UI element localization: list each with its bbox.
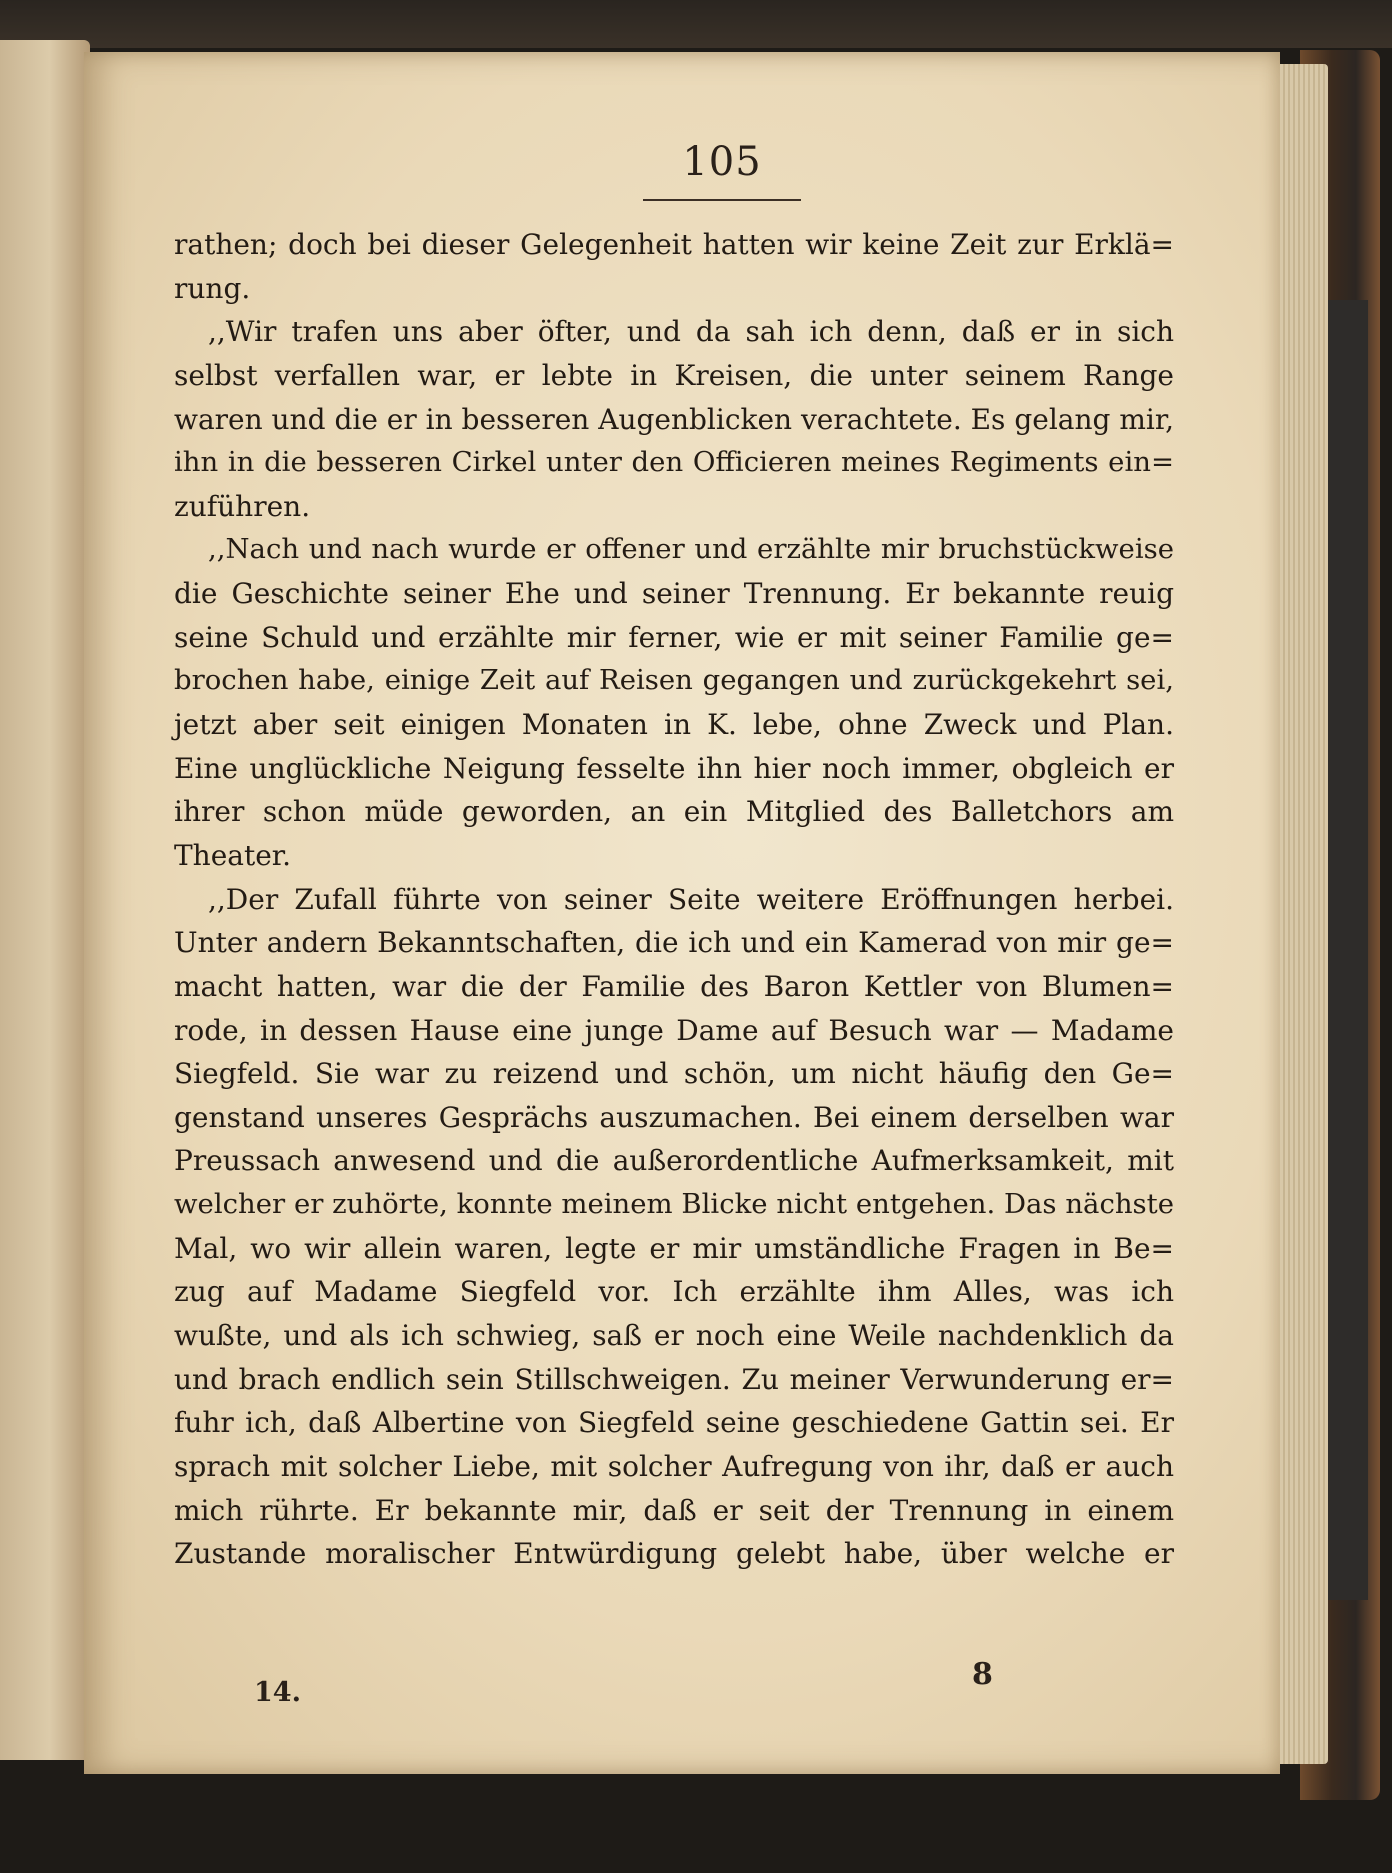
body-text [174, 223, 1174, 1576]
text-line: Mal, wo wir allein waren, legte er mir umständliche Fragen in Be= [174, 1231, 1174, 1265]
book-cover-top [0, 0, 1392, 48]
text-line: wußte, und als ich schwieg, saß er noch eine Weile nachdenklich da [174, 1319, 1174, 1353]
text-line: rode, in dessen Hause eine junge Dame auf Besuch war — Madame [174, 1013, 1174, 1047]
text-line: sprach mit solcher Liebe, mit solcher Aufregung von ihr, daß er auch [174, 1449, 1174, 1483]
text-line: ihn in die besseren Cirkel unter den Officieren meines Regiments ein= [174, 446, 1174, 479]
text-line: Eine unglückliche Neigung fesselte ihn hier noch immer, obgleich er [174, 751, 1174, 785]
text-line: ,,Nach und nach wurde er offener und erzählte mir bruchstückweise [208, 533, 1174, 566]
text-line: Unter andern Bekanntschaften, die ich und ein Kamerad von mir ge= [174, 926, 1174, 960]
header-rule [643, 199, 801, 201]
text-line: macht hatten, war die der Familie des Baron Kettler von Blumen= [174, 969, 1174, 1003]
text-line: die Geschichte seiner Ehe und seiner Trennung. Er bekannte reuig [174, 577, 1174, 611]
text-line: Preussach anwesend und die außerordentliche Aufmerksamkeit, mit [174, 1144, 1174, 1178]
text-line: genstand unseres Gesprächs auszumachen. Bei einem derselben war [174, 1100, 1174, 1134]
text-line: Zustande moralischer Entwürdigung gelebt habe, über welche er [174, 1537, 1174, 1571]
text-line: ,,Der Zufall führte von seiner Seite weitere Eröffnungen herbei. [208, 882, 1174, 916]
text-line: fuhr ich, daß Albertine von Siegfeld seine geschiedene Gattin sei. Er [174, 1406, 1174, 1440]
text-line: ,,Wir trafen uns aber öfter, und da sah ich denn, daß er in sich [208, 315, 1174, 349]
signature-mark-left: 14. [254, 1677, 301, 1708]
text-line: zuführen. [174, 489, 311, 523]
facing-page-edge [0, 40, 90, 1760]
text-line: Siegfeld. Sie war zu reizend und schön, um nicht häufig den Ge= [174, 1057, 1174, 1091]
page-number: 105 [682, 139, 762, 185]
signature-mark-right: 8 [972, 1657, 993, 1692]
text-line: waren und die er in besseren Augenblicken verachtete. Es gelang mir, [174, 402, 1175, 436]
text-line: seine Schuld und erzählte mir ferner, wie er mit seiner Familie ge= [174, 620, 1174, 654]
text-line: zug auf Madame Siegfeld vor. Ich erzählte ihm Alles, was ich [174, 1275, 1174, 1309]
text-line: Theater. [174, 838, 292, 872]
text-line: und brach endlich sein Stillschweigen. Zu meiner Verwunderung er= [174, 1362, 1174, 1396]
text-line: selbst verfallen war, er lebte in Kreisen, die unter seinem Range [174, 358, 1174, 392]
text-line: ihrer schon müde geworden, an ein Mitglied des Balletchors am [174, 795, 1174, 829]
text-line: rung. [174, 271, 251, 305]
text-line: rathen; doch bei dieser Gelegenheit hatten wir keine Zeit zur Erklä= [174, 228, 1174, 261]
book-page [84, 52, 1280, 1774]
text-line: brochen habe, einige Zeit auf Reisen gegangen und zurückgekehrt sei, [174, 664, 1174, 697]
text-line: jetzt aber seit einigen Monaten in K. lebe, ohne Zweck und Plan. [174, 708, 1174, 742]
text-line: welcher er zuhörte, konnte meinem Blicke nicht entgehen. Das nächste [174, 1188, 1174, 1221]
text-line: mich rührte. Er bekannte mir, daß er seit der Trennung in einem [174, 1493, 1174, 1527]
